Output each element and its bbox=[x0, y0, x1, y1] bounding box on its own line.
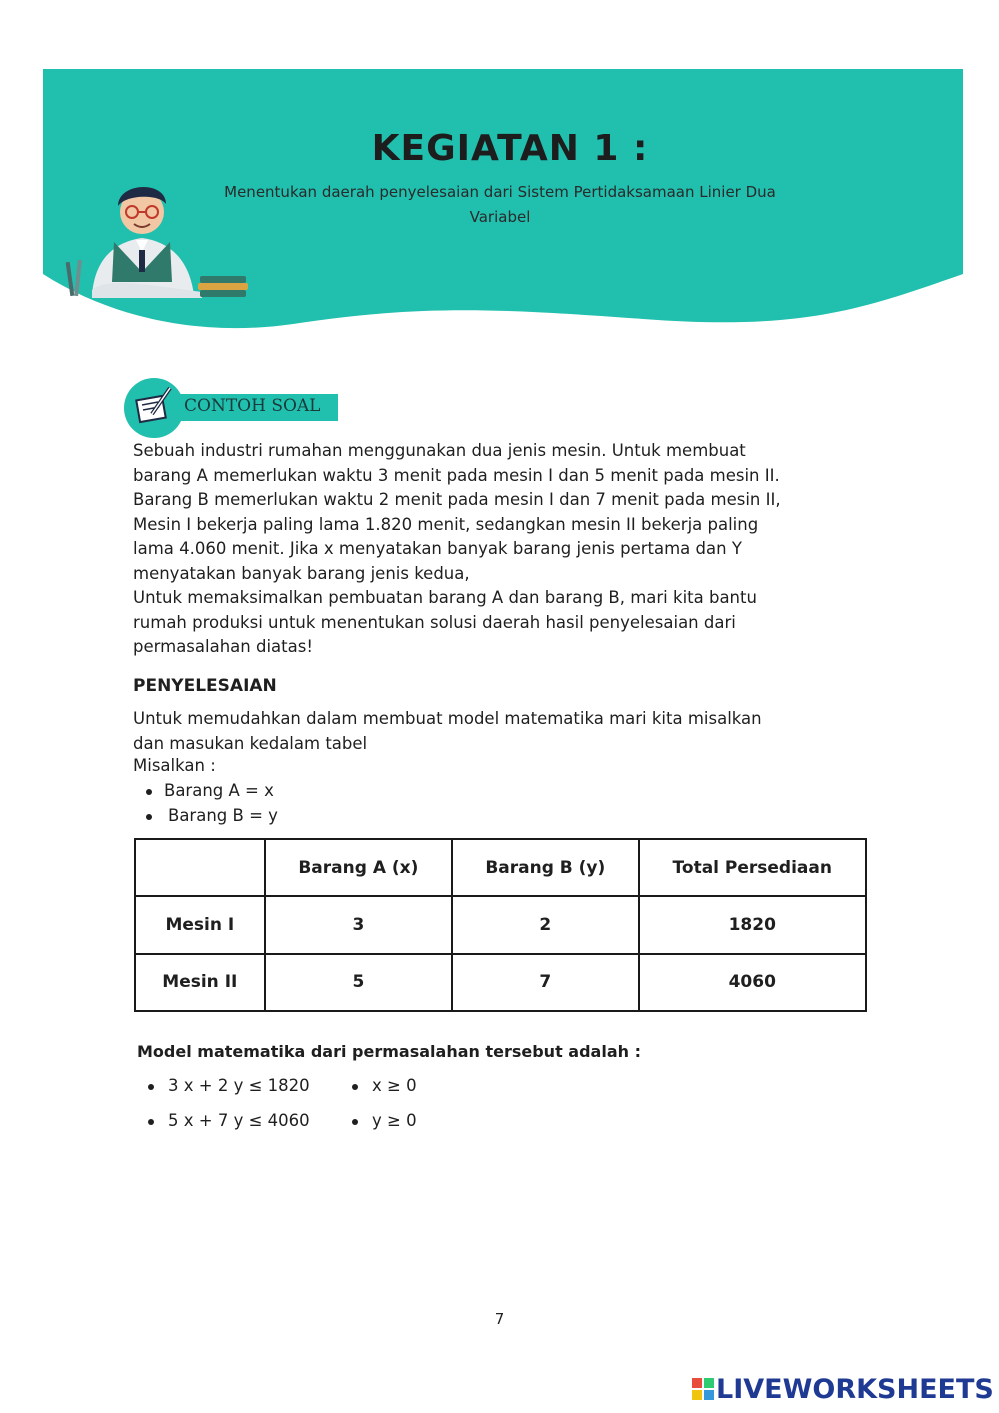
table-header-cell: Barang B (y) bbox=[452, 839, 638, 896]
liveworksheets-logo-text: LIVEWORKSHEETS bbox=[716, 1374, 994, 1405]
liveworksheets-logo-icon bbox=[692, 1378, 714, 1400]
variable-item: Barang A = x bbox=[146, 781, 274, 800]
page-subtitle: Menentukan daerah penyelesaian dari Sistem Pertidaksamaan Linier Dua Variabel bbox=[224, 183, 776, 226]
table-header-row bbox=[135, 839, 866, 896]
table-cell: 4060 bbox=[639, 954, 866, 1011]
table-row bbox=[135, 896, 866, 953]
variable-item: Barang B = y bbox=[146, 806, 278, 825]
model-item: 5 x + 7 y ≤ 4060 bbox=[148, 1111, 310, 1130]
page-title: KEGIATAN 1 : bbox=[371, 128, 649, 169]
table-cell: 1820 bbox=[639, 896, 866, 953]
table-cell: Mesin I bbox=[135, 896, 265, 953]
table-header-cell: Total Persediaan bbox=[639, 839, 866, 896]
table-cell: 2 bbox=[452, 896, 638, 953]
solution-intro: Untuk memudahkan dalam membuat model matematika mari kita misalkan dan masukan kedalam tabel bbox=[133, 709, 762, 753]
solution-heading: PENYELESAIAN bbox=[133, 676, 277, 696]
model-item: x ≥ 0 bbox=[352, 1076, 417, 1095]
model-title: Model matematika dari permasalahan tersebut adalah : bbox=[137, 1042, 641, 1061]
table-header-cell: Barang A (x) bbox=[265, 839, 452, 896]
data-table bbox=[134, 838, 867, 1012]
teacher-illustration bbox=[62, 172, 252, 302]
example-paragraph-1: Sebuah industri rumahan menggunakan dua jenis mesin. Untuk membuat barang A memerlukan waktu 3 menit pada mesin I dan 5 menit pada mesin II. Barang B memerlukan waktu 2 menit pada mesin I dan 7 menit pada mesin II, Mesin I bekerja paling lama 1.820 menit, sedangkan mesin II bekerja paling lama 4.060 menit. Jika x menyatakan banyak barang jenis pertama dan Y menyatakan banyak barang jenis kedua, bbox=[133, 441, 781, 583]
table-header-cell bbox=[135, 839, 265, 896]
page-number: 7 bbox=[494, 1310, 505, 1328]
table-cell: 7 bbox=[452, 954, 638, 1011]
example-paragraph-2: Untuk memaksimalkan pembuatan barang A dan barang B, mari kita bantu rumah produksi untuk menentukan solusi daerah hasil penyelesaian dari permasalahan diatas! bbox=[133, 588, 757, 656]
table-row bbox=[135, 954, 866, 1011]
model-item: 3 x + 2 y ≤ 1820 bbox=[148, 1076, 310, 1095]
table-cell: 5 bbox=[265, 954, 452, 1011]
misalkan-label: Misalkan : bbox=[133, 756, 216, 775]
table-cell: Mesin II bbox=[135, 954, 265, 1011]
contoh-soal-label: CONTOH SOAL bbox=[184, 396, 321, 416]
table-cell: 3 bbox=[265, 896, 452, 953]
model-item: y ≥ 0 bbox=[352, 1111, 417, 1130]
